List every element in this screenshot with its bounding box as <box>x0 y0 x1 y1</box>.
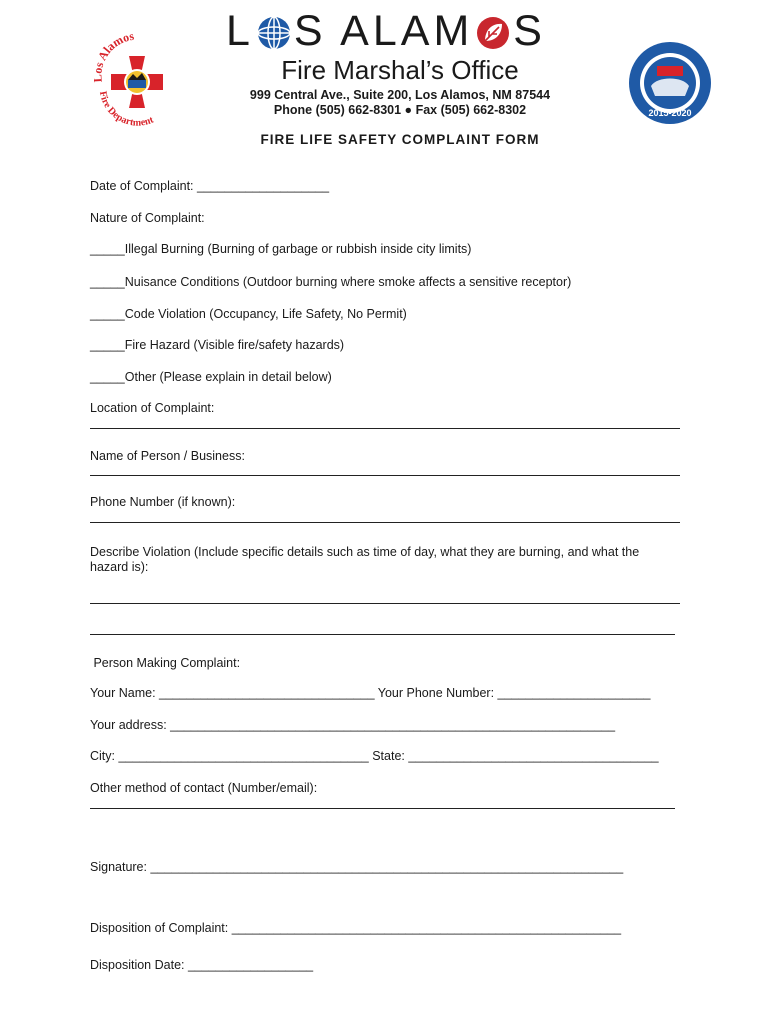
svg-text:Fire Department: Fire Department <box>96 90 156 126</box>
other-contact-input-line[interactable] <box>90 808 675 809</box>
signature-field[interactable]: Signature: ____________________________________________________________________ <box>90 860 624 874</box>
describe-input-line-2[interactable] <box>90 634 675 635</box>
option-code-violation[interactable]: _____Code Violation (Occupancy, Life Safety, No Permit) <box>90 307 407 321</box>
location-input-line[interactable] <box>90 428 680 429</box>
name-label: Name of Person / Business: <box>90 449 245 463</box>
describe-input-line-1[interactable] <box>90 603 680 604</box>
describe-violation-label-cont: hazard is): <box>90 560 149 574</box>
leaf-icon <box>475 13 511 49</box>
svg-text:Los Alamos: Alamos <box>94 30 135 63</box>
office-address <box>180 88 620 118</box>
option-fire-hazard[interactable]: _____Fire Hazard (Visible fire/safety hazards) <box>90 338 345 352</box>
form-title: FIRE LIFE SAFETY COMPLAINT FORM <box>260 132 540 147</box>
globe-icon <box>256 13 292 49</box>
disposition-date-field[interactable]: Disposition Date: __________________ <box>90 958 314 972</box>
option-other[interactable]: _____Other (Please explain in detail below) <box>90 370 332 384</box>
office-subtitle: Fire Marshal’s Office <box>281 55 519 85</box>
wordmark-part-1: L <box>226 6 254 55</box>
phone-label: Phone Number (if known): <box>90 495 236 509</box>
your-name-phone-fields[interactable]: Your Name: _______________________________ Your Phone Number: ______________________ <box>90 686 651 700</box>
address-line: 999 Central Ave., Suite 200, Los Alamos, NM 87544 <box>249 88 551 102</box>
wordmark-part-2: S ALAM <box>293 6 474 55</box>
option-illegal-burning[interactable]: _____Illegal Burning (Burning of garbage or rubbish inside city limits) <box>90 242 472 256</box>
option-nuisance-conditions[interactable]: _____Nuisance Conditions (Outdoor burning where smoke affects a sensitive receptor) <box>90 275 572 289</box>
city-state-fields[interactable]: City: ____________________________________ State: ____________________________________ <box>90 749 659 763</box>
other-contact-label: Other method of contact (Number/email): <box>90 781 318 795</box>
name-input-line[interactable] <box>90 475 680 476</box>
your-address-field[interactable]: Your address: ________________________________________________________________ <box>90 718 616 732</box>
location-label: Location of Complaint: <box>90 401 215 415</box>
phone-input-line[interactable] <box>90 522 680 523</box>
date-of-complaint-field[interactable]: Date of Complaint: ___________________ <box>90 179 330 193</box>
nature-of-complaint-label: Nature of Complaint: <box>90 211 205 225</box>
los-alamos-wordmark <box>226 6 576 56</box>
describe-violation-label: Describe Violation (Include specific details such as time of day, what they are burning, and what the <box>90 545 640 559</box>
person-making-complaint-label: Person Making Complaint: <box>90 656 241 670</box>
disposition-field[interactable]: Disposition of Complaint: ________________________________________________________ <box>90 921 622 935</box>
seal-years: 2015-2020 <box>648 108 692 118</box>
fire-department-logo <box>94 30 180 126</box>
accreditation-seal-logo <box>627 40 713 126</box>
wordmark-part-3: S <box>513 6 546 55</box>
phone-fax-line: Phone (505) 662-8301 ● Fax (505) 662-8302 <box>273 103 527 117</box>
